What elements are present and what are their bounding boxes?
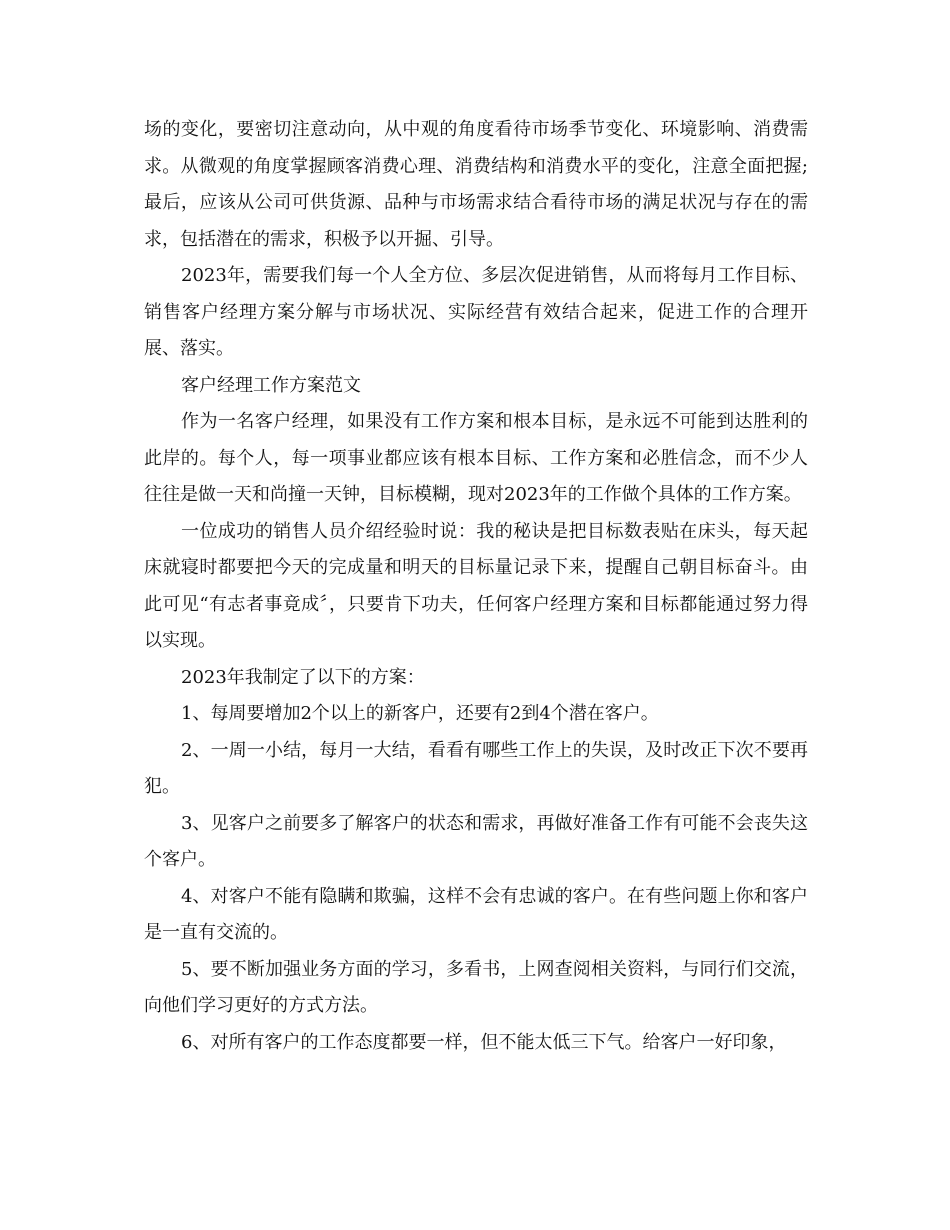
paragraph-experience: 一位成功的销售人员介绍经验时说：我的秘诀是把目标数表贴在床头，每天起床就寝时都要把今天的完成量和明天的目标量记录下来，提醒自己朝目标奋斗。由此可见“有志者事竟成〞，只要肯下功夫，任何客户经理方案和目标都能通过努力得以实现。 xyxy=(144,520,808,651)
paragraph-introduction: 作为一名客户经理，如果没有工作方案和根本目标，是永远不可能到达胜利的此岸的。每个人，每一项事业都应该有根本目标、工作方案和必胜信念，而不少人往往是做一天和尚撞一天钟，目标模糊，现对2023年的工作做个具体的工作方案。 xyxy=(144,411,808,505)
list-item-plan-6: 6、对所有客户的工作态度都要一样，但不能太低三下气。给客户一好印象， xyxy=(181,1031,787,1053)
list-item-plan-4: 4、对客户不能有隐瞒和欺骗，这样不会有忠诚的客户。在有些问题上你和客户是一直有交流的。 xyxy=(144,885,808,943)
section-heading: 客户经理工作方案范文 xyxy=(181,374,361,396)
paragraph-market-analysis: 场的变化，要密切注意动向，从中观的角度看待市场季节变化、环境影响、消费需求。从微观的角度掌握顾客消费心理、消费结构和消费水平的变化，注意全面把握;最后，应该从公司可供货源、品种与市场需求结合看待市场的满足状况与存在的需求，包括潜在的需求，积极予以开掘、引导。 xyxy=(144,119,808,250)
list-item-plan-1: 1、每周要增加2个以上的新客户，还要有2到4个潜在客户。 xyxy=(181,703,659,724)
list-item-plan-3: 3、见客户之前要多了解客户的状态和需求，再做好准备工作有可能不会丧失这个客户。 xyxy=(144,812,808,870)
list-item-plan-2: 2、一周一小结，每月一大结，看看有哪些工作上的失误，及时改正下次不要再犯。 xyxy=(144,739,808,797)
paragraph-2023-goals: 2023年，需要我们每一个人全方位、多层次促进销售，从而将每月工作目标、销售客户经理方案分解与市场状况、实际经营有效结合起来，促进工作的合理开展、落实。 xyxy=(144,265,808,359)
paragraph-plan-intro: 2023年我制定了以下的方案： xyxy=(181,666,425,688)
list-item-plan-5: 5、要不断加强业务方面的学习，多看书，上网查阅相关资料，与同行们交流，向他们学习更好的方式方法。 xyxy=(144,958,808,1016)
document-body xyxy=(144,112,808,1061)
